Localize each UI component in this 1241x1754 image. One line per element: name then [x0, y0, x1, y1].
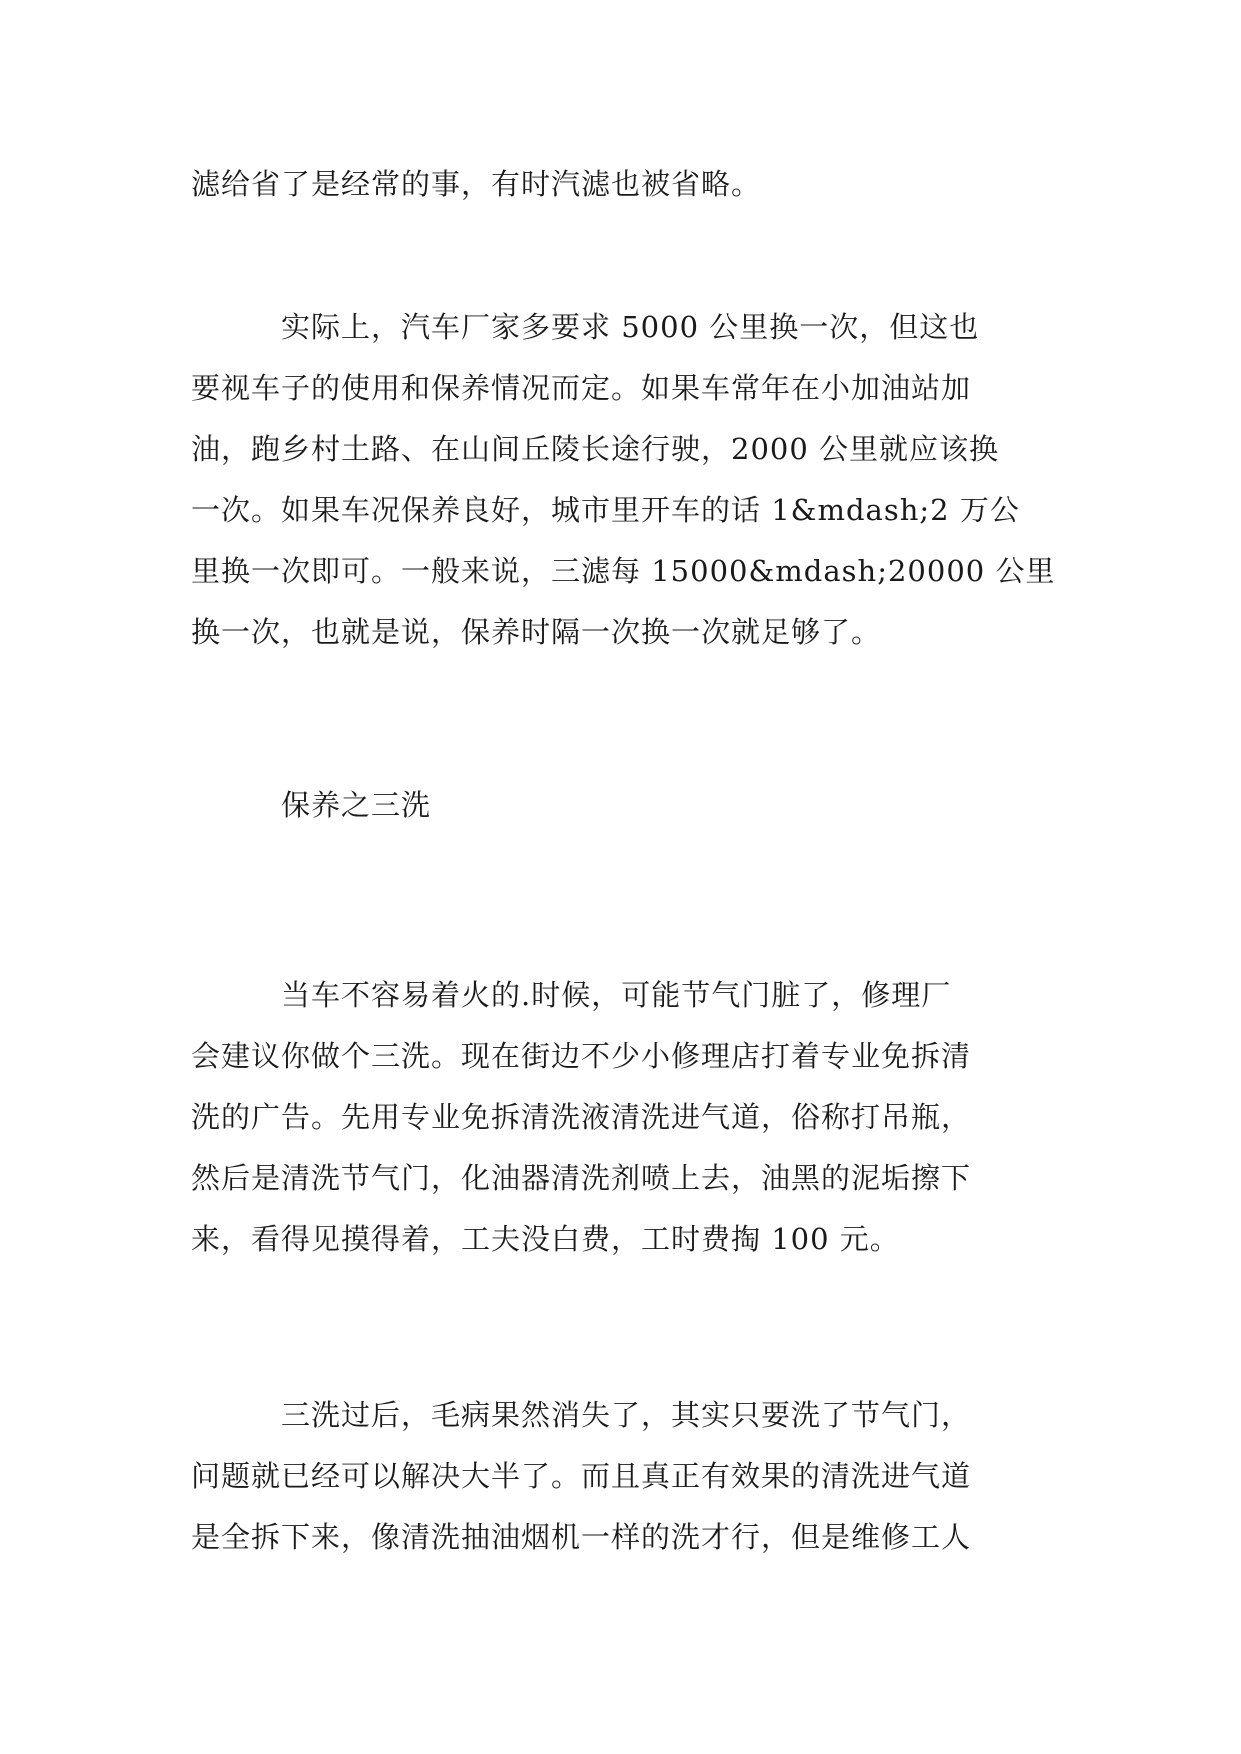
text-line: 洗的广告。先用专业免拆清洗液清洗进气道，俗称打吊瓶，: [191, 1100, 972, 1134]
text-line: 当车不容易着火的.时候，可能节气门脏了，修理厂: [191, 978, 952, 1012]
text-line: 滤给省了是经常的事，有时汽滤也被省略。: [191, 167, 762, 201]
text-line: 然后是清洗节气门，化油器清洗剂喷上去，油黑的泥垢擦下: [191, 1161, 972, 1195]
text-line: 里换一次即可。一般来说，三滤每 15000&mdash;20000 公里: [191, 554, 1056, 588]
text-line: 一次。如果车况保养良好，城市里开车的话 1&mdash;2 万公: [191, 493, 1020, 527]
text-line: 换一次，也就是说，保养时隔一次换一次就足够了。: [191, 615, 882, 649]
paragraph-throttle-cleaning: [191, 965, 1057, 1270]
text-line: 是全拆下来，像清洗抽油烟机一样的洗才行，但是维修工人: [191, 1520, 972, 1554]
text-line: 油，跑乡村土路、在山间丘陵长途行驶，2000 公里就应该换: [191, 432, 1000, 466]
text-line: 实际上，汽车厂家多要求 5000 公里换一次，但这也: [191, 310, 980, 344]
text-line: 要视车子的使用和保养情况而定。如果车常年在小加油站加: [191, 371, 972, 405]
section-heading-three-washes: [191, 775, 1057, 836]
text-line: 问题就已经可以解决大半了。而且真正有效果的清洗进气道: [191, 1459, 972, 1493]
paragraph-after-wash: [191, 1385, 1057, 1568]
text-line: 会建议你做个三洗。现在街边不少小修理店打着专业免拆清: [191, 1039, 972, 1073]
text-line: 保养之三洗: [191, 788, 432, 822]
text-line: 来，看得见摸得着，工夫没白费，工时费掏 100 元。: [191, 1222, 900, 1256]
text-line: 三洗过后，毛病果然消失了，其实只要洗了节气门，: [191, 1398, 972, 1432]
paragraph-filter-omission: [191, 154, 1057, 215]
paragraph-replacement-interval: [191, 297, 1057, 663]
